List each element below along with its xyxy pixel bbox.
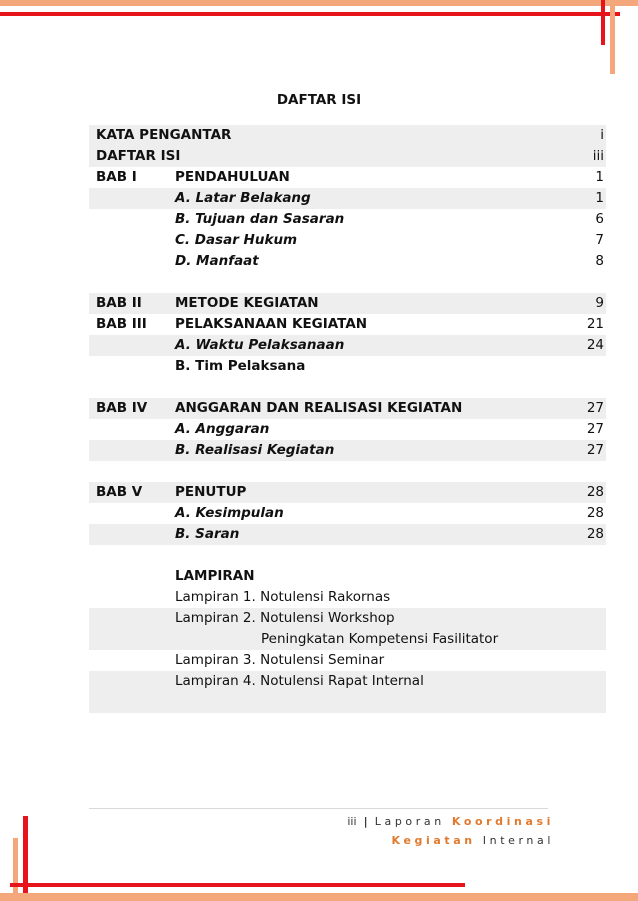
toc-subtitle: A. Latar Belakang bbox=[175, 190, 311, 206]
toc-subtitle: A. Kesimpulan bbox=[175, 505, 284, 521]
toc-title: PENDAHULUAN bbox=[175, 169, 290, 185]
bottom-orange-bar bbox=[0, 893, 638, 901]
table-of-contents bbox=[89, 125, 606, 713]
appendix-heading: LAMPIRAN bbox=[175, 568, 255, 584]
toc-spacer bbox=[89, 272, 606, 293]
toc-row bbox=[89, 671, 606, 692]
appendix-item: Lampiran 1. Notulensi Rakornas bbox=[175, 589, 391, 605]
appendix-item-continuation: Peningkatan Kompetensi Fasilitator bbox=[261, 631, 499, 647]
toc-page: 24 bbox=[586, 337, 604, 353]
toc-page: 28 bbox=[586, 526, 604, 542]
bottom-red-line bbox=[10, 883, 465, 887]
toc-subtitle: B. Tim Pelaksana bbox=[175, 358, 306, 374]
toc-page: 28 bbox=[586, 484, 604, 500]
toc-row bbox=[89, 335, 606, 356]
footer-line-2 bbox=[392, 834, 554, 847]
toc-title: METODE KEGIATAN bbox=[175, 295, 319, 311]
toc-page: i bbox=[600, 127, 604, 143]
toc-row bbox=[89, 356, 606, 377]
toc-row bbox=[89, 440, 606, 461]
footer-divider bbox=[89, 808, 548, 809]
toc-page: 1 bbox=[595, 190, 604, 206]
toc-page: 27 bbox=[586, 442, 604, 458]
toc-subtitle: C. Dasar Hukum bbox=[175, 232, 298, 248]
footer-word-laporan: Laporan bbox=[374, 815, 445, 828]
toc-row bbox=[89, 419, 606, 440]
toc-subtitle: B. Tujuan dan Sasaran bbox=[175, 211, 345, 227]
toc-row bbox=[89, 230, 606, 251]
appendix-item: Lampiran 2. Notulensi Workshop bbox=[175, 610, 395, 626]
bottom-left-orange-bar bbox=[13, 838, 18, 901]
toc-row bbox=[89, 293, 606, 314]
toc-page: 27 bbox=[586, 400, 604, 416]
toc-row bbox=[89, 503, 606, 524]
footer-word-internal: Internal bbox=[482, 834, 554, 847]
toc-page: 9 bbox=[595, 295, 604, 311]
toc-subtitle: B. Realisasi Kegiatan bbox=[175, 442, 335, 458]
toc-row bbox=[89, 314, 606, 335]
toc-chapter: KATA PENGANTAR bbox=[96, 127, 232, 143]
toc-subtitle: D. Manfaat bbox=[175, 253, 259, 269]
toc-row bbox=[89, 398, 606, 419]
toc-chapter: BAB II bbox=[96, 295, 142, 311]
top-orange-bar bbox=[0, 0, 638, 6]
toc-subtitle: B. Saran bbox=[175, 526, 240, 542]
top-right-red-bar bbox=[601, 0, 605, 45]
toc-row bbox=[89, 482, 606, 503]
toc-subtitle: A. Waktu Pelaksanaan bbox=[175, 337, 345, 353]
toc-chapter: BAB I bbox=[96, 169, 137, 185]
footer-page-number: iii bbox=[347, 815, 357, 828]
toc-spacer bbox=[89, 545, 606, 566]
top-red-line bbox=[0, 12, 620, 16]
toc-row bbox=[89, 566, 606, 587]
toc-spacer bbox=[89, 377, 606, 398]
toc-chapter: BAB III bbox=[96, 316, 147, 332]
toc-row bbox=[89, 146, 606, 167]
footer-word-kegiatan: Kegiatan bbox=[391, 834, 476, 847]
toc-page: 6 bbox=[595, 211, 604, 227]
toc-spacer bbox=[89, 461, 606, 482]
top-right-orange-bar bbox=[610, 0, 615, 74]
footer-word-koordinasi: Koordinasi bbox=[451, 815, 554, 828]
appendix-item: Lampiran 3. Notulensi Seminar bbox=[175, 652, 385, 668]
toc-chapter: BAB IV bbox=[96, 400, 148, 416]
appendix-item: Lampiran 4. Notulensi Rapat Internal bbox=[175, 673, 424, 689]
toc-row bbox=[89, 167, 606, 188]
toc-title: ANGGARAN DAN REALISASI KEGIATAN bbox=[175, 400, 463, 416]
toc-title: PELAKSANAAN KEGIATAN bbox=[175, 316, 368, 332]
toc-page: 28 bbox=[586, 505, 604, 521]
toc-spacer bbox=[89, 692, 606, 713]
toc-chapter: DAFTAR ISI bbox=[96, 148, 181, 164]
toc-row bbox=[89, 125, 606, 146]
toc-title: PENUTUP bbox=[175, 484, 247, 500]
page-title: DAFTAR ISI bbox=[276, 92, 362, 108]
toc-row bbox=[89, 587, 606, 608]
toc-row bbox=[89, 608, 606, 629]
toc-page: 7 bbox=[595, 232, 604, 248]
toc-subtitle: A. Anggaran bbox=[175, 421, 270, 437]
toc-row bbox=[89, 629, 606, 650]
toc-row bbox=[89, 209, 606, 230]
toc-row bbox=[89, 524, 606, 545]
toc-row bbox=[89, 188, 606, 209]
toc-chapter: BAB V bbox=[96, 484, 143, 500]
toc-page: 27 bbox=[586, 421, 604, 437]
toc-row bbox=[89, 251, 606, 272]
toc-page: 1 bbox=[595, 169, 604, 185]
toc-row bbox=[89, 650, 606, 671]
footer-separator: | bbox=[363, 815, 368, 828]
footer-line-1 bbox=[347, 815, 554, 828]
toc-page: 21 bbox=[586, 316, 604, 332]
bottom-left-red-bar bbox=[23, 816, 28, 901]
toc-page: iii bbox=[592, 148, 604, 164]
toc-page: 8 bbox=[595, 253, 604, 269]
